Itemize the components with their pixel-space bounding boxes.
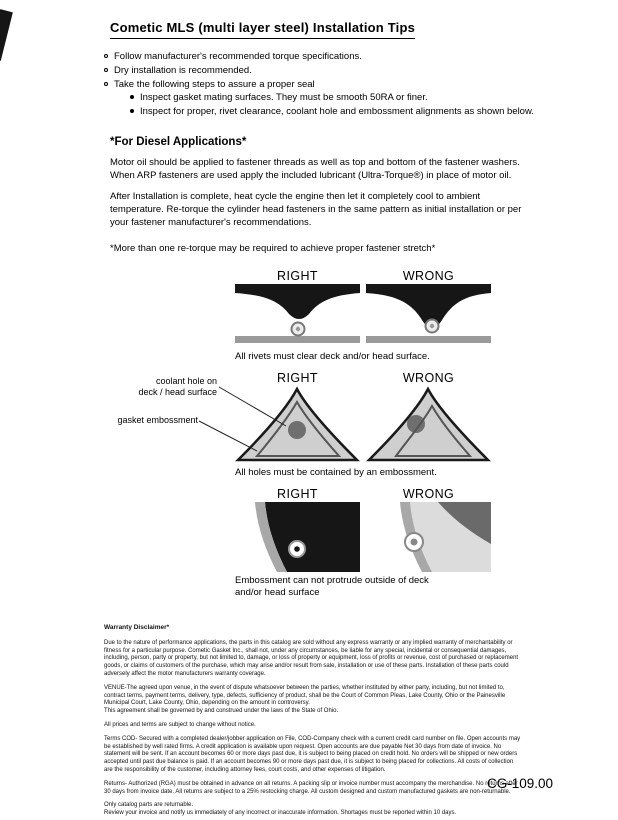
tip-sub-item-text: Inspect gasket mating surfaces. They must be smooth 50RA or finer. bbox=[140, 92, 428, 104]
tip-sub-item-text: Inspect for proper, rivet clearance, coolant hole and embossment alignments as shown below. bbox=[140, 106, 534, 118]
page-code: CG-109.00 bbox=[487, 776, 554, 791]
wrong-label: WRONG bbox=[402, 268, 455, 283]
diesel-paragraph-1: Motor oil should be applied to fastener threads as well as top and bottom of the fastener washers. When ARP fasteners are used apply the included lubricant (Ultra-Torque®) in place of motor oil. bbox=[110, 156, 520, 181]
rivet-wrong-diagram bbox=[366, 284, 491, 348]
disclaimer-paragraph: Returns- Authorized (RGA) must be obtained in advance on all returns. A packing slip or invoice number must accompany the merchandise. No returns after 30 days from invoice date. All returns are subject to a 25% restocking charge. All custom designed and custom manufactured gaskets are non-returnable. bbox=[104, 780, 518, 795]
disclaimer-heading: Warranty Disclaimer* bbox=[104, 624, 170, 632]
rivet-right-diagram bbox=[235, 284, 360, 348]
disclaimer-paragraph: VENUE-The agreed upon venue, in the event of dispute whatsoever between the parties, whether instituted by either party, including, but not limited to, contract terms, payment terms, delivery, type, defects, sufficiency of product, shall be the Court of Common Pleas, Lake County, Ohio or the Painesville Municipal Court, Lake County, Ohio, depending on the amount in controversy. bbox=[104, 684, 506, 707]
rivet-figure-caption: All rivets must clear deck and/or head surface. bbox=[235, 350, 430, 362]
right-label: RIGHT bbox=[277, 486, 318, 501]
disclaimer-paragraph: Review your invoice and notify us immediately of any incorrect or inaccurate information. Shortages must be reported within 10 days. bbox=[104, 810, 457, 817]
page-title-text: Cometic MLS (multi layer steel) Installation Tips bbox=[110, 20, 415, 39]
open-bullet-icon bbox=[104, 54, 108, 58]
warranty-disclaimer bbox=[104, 624, 522, 818]
disclaimer-paragraph: Due to the nature of performance applications, the parts in this catalog are sold without any express warranty or any implied warranty of merchantability or fitness for a particular purpose. Cometic Gasket Inc., shall not, under any circumstances, be liable for any special, incidental or consequential damages, including, person, party or property, but not limited to, damage, or loss of property or equipment, loss of profits or revenue, cost of purchased or replacement goods, or claims of customers of the purchase, which may arise and/or result from sale, installation or use of these parts. Installation of these parts could adversely affect the motor manufacturers warranty coverage. bbox=[104, 639, 519, 678]
tip-item-text: Dry installation is recommended. bbox=[114, 64, 252, 76]
filled-bullet-icon bbox=[130, 95, 134, 99]
annotation-leader-lines bbox=[195, 371, 315, 466]
wrong-label: WRONG bbox=[402, 486, 455, 501]
right-label: RIGHT bbox=[277, 268, 318, 283]
tip-item bbox=[104, 78, 618, 92]
scan-artifact bbox=[0, 9, 13, 61]
figure-hole-embossment bbox=[117, 370, 491, 478]
document-page bbox=[0, 20, 618, 818]
coolant-hole-annotation-line2: deck / head surface bbox=[138, 386, 217, 397]
retorque-note: *More than one re-torque may be required to achieve proper fastener stretch* bbox=[110, 242, 436, 254]
open-bullet-icon bbox=[104, 68, 108, 72]
figure-panels bbox=[235, 502, 491, 572]
right-label: RIGHT bbox=[277, 370, 318, 385]
figure-column-labels bbox=[235, 269, 491, 283]
installation-tips-list bbox=[104, 50, 618, 119]
figure-column-labels bbox=[235, 487, 491, 501]
disclaimer-paragraph: All prices and terms are subject to change without notice. bbox=[104, 722, 256, 729]
gasket-embossment-annotation: gasket embossment bbox=[117, 414, 198, 425]
embossment-wrong-diagram bbox=[366, 502, 491, 572]
wrong-label: WRONG bbox=[402, 370, 455, 385]
hole-figure-caption: All holes must be contained by an embossment. bbox=[235, 466, 437, 478]
open-bullet-icon bbox=[104, 82, 108, 86]
tip-sub-item bbox=[130, 91, 618, 105]
coolant-hole-annotation-line1: coolant hole on bbox=[155, 375, 217, 386]
embossment-right-diagram bbox=[235, 502, 360, 572]
disclaimer-paragraph: Terms COD- Secured with a completed dealer/jobber application on File, COD-Company check with a current credit card number on file. Open accounts may be established by well rated firms. A credit application is available upon request. Open accounts are due payable Net 30 days from date of invoice. No statement will be sent. If an account becomes 60 or more days past due, it is subject to being placed on credit hold. No orders will be shipped or new orders accepted until past due balance is paid. If an account becomes 90 or more days past due, it is subject to being placed for collections. All costs of collection are the responsibility of the customer, including attorney fees, court costs, and other expenses of litigation. bbox=[104, 735, 521, 774]
tip-item bbox=[104, 64, 618, 78]
figures-section bbox=[0, 269, 618, 599]
diesel-paragraph-2: After Installation is complete, heat cycle the engine then let it completely cool to ambient temperature. Re-torque the cylinder head fasteners in the same pattern as initial installation or per your fastener manufacturer's recommendations. bbox=[110, 191, 522, 229]
tip-sub-item bbox=[130, 105, 618, 119]
filled-bullet-icon bbox=[130, 109, 134, 113]
figure-embossment-protrusion bbox=[235, 487, 491, 599]
tip-item-text: Follow manufacturer's recommended torque specifications. bbox=[114, 51, 362, 62]
disclaimer-paragraph: This agreement shall be governed by and construed under the laws of the State of Ohio. bbox=[104, 708, 339, 715]
figure-panels bbox=[235, 284, 491, 348]
coolant-hole-wrong-diagram bbox=[366, 386, 491, 464]
tip-item-text: Take the following steps to assure a proper seal bbox=[114, 78, 315, 90]
embossment-figure-caption: Embossment can not protrude outside of deck and/or head surface bbox=[235, 574, 429, 598]
page-title bbox=[110, 20, 618, 39]
disclaimer-paragraph: Only catalog parts are returnable. bbox=[104, 802, 194, 809]
diesel-applications-heading: *For Diesel Applications* bbox=[110, 135, 247, 148]
figure-rivet-clearance bbox=[235, 269, 491, 362]
tip-item bbox=[104, 50, 618, 64]
